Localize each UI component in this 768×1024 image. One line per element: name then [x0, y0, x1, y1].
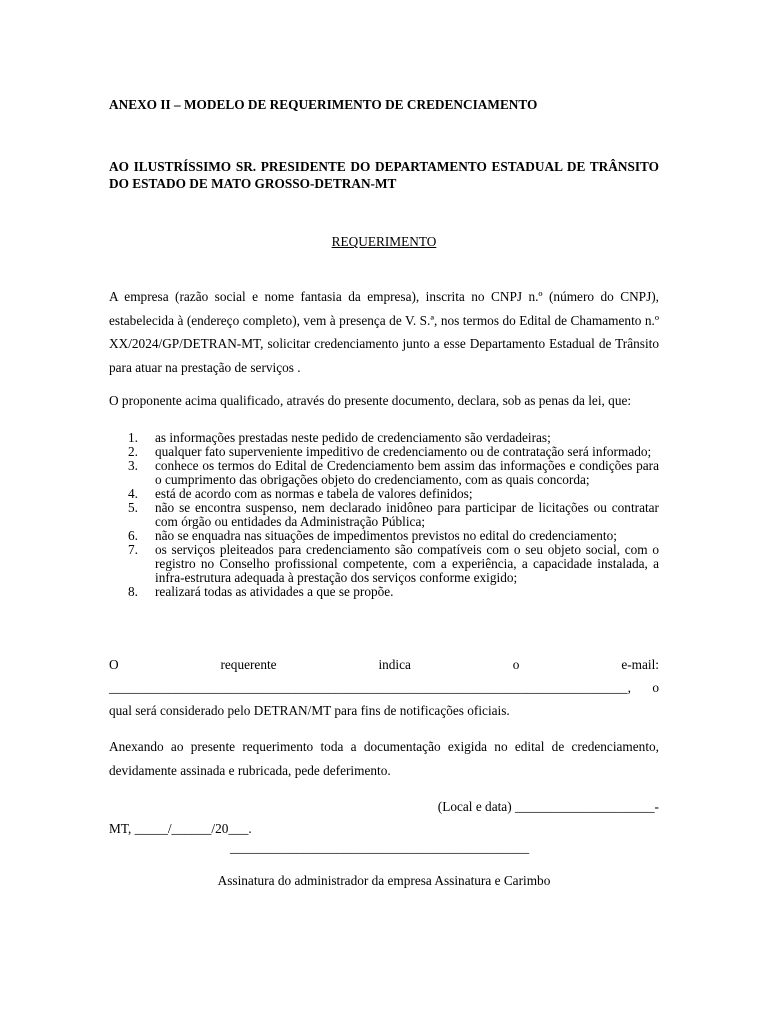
signature-caption: Assinatura do administrador da empresa Assinatura e Carimbo: [217, 873, 551, 888]
intro-paragraph: A empresa (razão social e nome fantasia da empresa), inscrita no CNPJ n.º (número do CNPJ), estabelecida à (endereço completo), vem à presença de V. S.ª, nos termos do Edital de Chamamento n.º XX/2024/GP/DETRAN-MT, solicitar credenciamento junto a esse Departamento Estadual de Trânsito para atuar na prestação de serviços .: [109, 289, 659, 375]
list-number: 6.: [128, 528, 138, 543]
list-text: realizará todas as atividades a que se propõe.: [155, 584, 394, 599]
list-text: não se enquadra nas situações de impedimentos previstos no edital do credenciamento;: [155, 528, 617, 543]
list-number: 8.: [128, 584, 138, 599]
list-item: [109, 529, 659, 543]
declarations-list: [109, 431, 659, 599]
declaration-intro: O proponente acima qualificado, através do presente documento, declara, sob as penas da lei, que:: [109, 393, 632, 408]
list-text: está de acordo com as normas e tabela de valores definidos;: [155, 486, 473, 501]
list-text: conhece os termos do Edital de Credenciamento bem assim das informações e condições para o cumprimento das obrigações objeto do credenciamento, com as quais concorda;: [155, 458, 659, 487]
email-word: O: [109, 657, 119, 672]
attachment-paragraph: Anexando ao presente requerimento toda a documentação exigida no edital de credenciamento, devidamente assinada e rubricada, pede deferimento.: [109, 739, 659, 778]
signature-line[interactable]: _____________________________________________: [230, 840, 530, 855]
addressee: AO ILUSTRÍSSIMO SR. PRESIDENTE DO DEPARTAMENTO ESTADUAL DE TRÂNSITO DO ESTADO DE MATO GROSSO-DETRAN-MT: [109, 159, 659, 191]
list-number: 3.: [128, 458, 138, 473]
email-word: o: [512, 657, 520, 672]
list-text: não se encontra suspenso, nem declarado inidôneo para participar de licitações ou contratar com órgão ou entidades da Administração Pública;: [155, 500, 659, 529]
list-number: 1.: [128, 430, 138, 445]
list-text: qualquer fato superveniente impeditivo de credenciamento ou de contratação será informado;: [155, 444, 652, 459]
list-item: [109, 445, 659, 459]
email-word: o: [652, 680, 659, 695]
list-item: [109, 431, 659, 445]
list-item: [109, 487, 659, 501]
section-heading: REQUERIMENTO: [331, 234, 437, 249]
list-number: 4.: [128, 486, 138, 501]
list-item: [109, 543, 659, 585]
document-title: ANEXO II – MODELO DE REQUERIMENTO DE CREDENCIAMENTO: [109, 97, 538, 112]
list-number: 5.: [128, 500, 138, 515]
local-date-line-1[interactable]: (Local e data) _____________________-: [437, 799, 659, 814]
email-line-2: [109, 676, 659, 699]
local-date-line-2[interactable]: MT, _____/______/20___.: [109, 821, 252, 836]
list-item: [109, 501, 659, 529]
email-word: requerente: [220, 657, 277, 672]
list-number: 7.: [128, 542, 138, 557]
list-text: as informações prestadas neste pedido de credenciamento são verdadeiras;: [155, 430, 551, 445]
email-word: e-mail:: [621, 657, 659, 672]
list-text: os serviços pleiteados para credenciamento são compatíveis com o seu objeto social, com o registro no Conselho profissional competente, com a experiência, a capacidade instalada, a infra-estrutura adequada à prestação dos serviços conforme exigido;: [155, 542, 659, 585]
list-item: [109, 585, 659, 599]
email-line-1: [109, 653, 659, 676]
list-number: 2.: [128, 444, 138, 459]
email-blank-field[interactable]: ______________________________________________________________________________,: [109, 680, 631, 695]
email-word: indica: [378, 657, 411, 672]
email-line-3: qual será considerado pelo DETRAN/MT para fins de notificações oficiais.: [109, 703, 510, 718]
local-date: [109, 796, 659, 840]
email-paragraph: [109, 653, 659, 722]
list-item: [109, 459, 659, 487]
